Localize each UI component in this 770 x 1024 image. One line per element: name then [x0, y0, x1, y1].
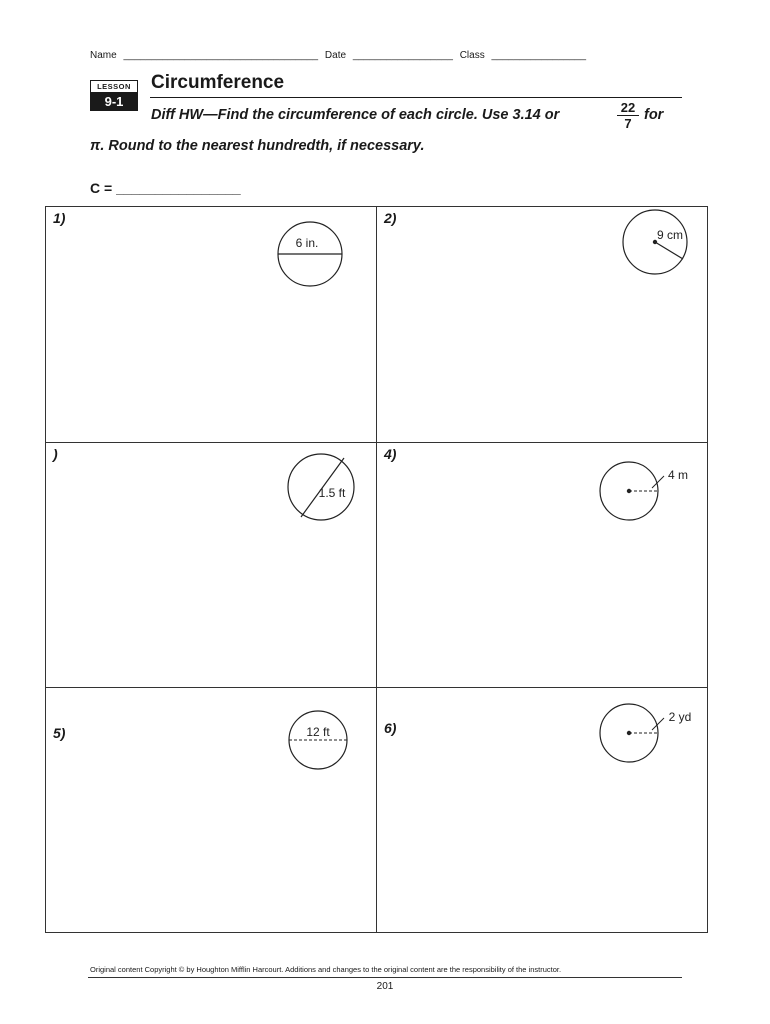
- circle-outline: [289, 711, 347, 769]
- problem-4-number: 4): [384, 446, 397, 462]
- instructions-line-1-end: for: [644, 107, 664, 123]
- lesson-word: LESSON: [90, 80, 138, 93]
- problem-2-circle: [616, 204, 696, 284]
- name-blank[interactable]: ___________________________________: [123, 50, 319, 61]
- copyright-notice: Original content Copyright © by Houghton Mifflin Harcourt. Additions and changes to the original content are the responsibility of the instructor.: [90, 965, 562, 974]
- grid-divider-vertical: [376, 206, 377, 933]
- date-blank[interactable]: __________________: [352, 50, 453, 61]
- title-rule: [150, 97, 682, 98]
- problem-6-number: 6): [384, 720, 397, 736]
- problem-3-circle: [280, 448, 360, 528]
- problem-3-number: ): [53, 446, 58, 462]
- grid-divider-row-2: [45, 687, 708, 688]
- pi-symbol: π: [90, 138, 101, 154]
- class-blank[interactable]: _________________: [491, 50, 587, 61]
- formula-line: [90, 180, 241, 196]
- problem-4-label: 4 m: [667, 468, 689, 482]
- fraction-numerator: 22: [620, 100, 636, 115]
- problem-2-number: 2): [384, 210, 397, 226]
- problem-5-number: 5): [53, 725, 66, 741]
- instructions-line-2-text: . Round to the nearest hundredth, if necessary.: [100, 138, 425, 154]
- problem-4-circle: [594, 458, 694, 528]
- problem-1-circle: [270, 216, 350, 296]
- name-label: Name: [90, 50, 117, 61]
- page-number: 201: [376, 981, 394, 992]
- footer-rule: [88, 977, 682, 978]
- problem-5-circle: [280, 704, 360, 776]
- problem-1-label: 6 in.: [295, 236, 319, 250]
- lesson-number: 9-1: [90, 93, 138, 111]
- problem-6-circle: [594, 700, 699, 770]
- problem-2-label: 9 cm: [656, 228, 684, 242]
- date-label: Date: [324, 50, 347, 61]
- student-info-line: [90, 50, 590, 61]
- fraction-22-7: [617, 100, 639, 131]
- instructions-line-1: Diff HW—Find the circumference of each circle. Use 3.14 or: [151, 107, 560, 123]
- formula-blank[interactable]: ________________: [116, 180, 241, 196]
- problem-1-number: 1): [53, 210, 66, 226]
- formula-label: C =: [90, 180, 113, 196]
- problem-6-label: 2 yd: [668, 710, 692, 724]
- problem-3-label: 1.5 ft: [318, 486, 346, 500]
- class-label: Class: [459, 50, 485, 61]
- problem-5-label: 12 ft: [306, 725, 330, 739]
- instructions-line-2: [90, 138, 424, 154]
- radius-line: [655, 242, 683, 259]
- lesson-badge: [90, 80, 138, 111]
- page-title: Circumference: [151, 72, 285, 93]
- fraction-denominator: 7: [617, 115, 639, 131]
- grid-divider-row-1: [45, 442, 708, 443]
